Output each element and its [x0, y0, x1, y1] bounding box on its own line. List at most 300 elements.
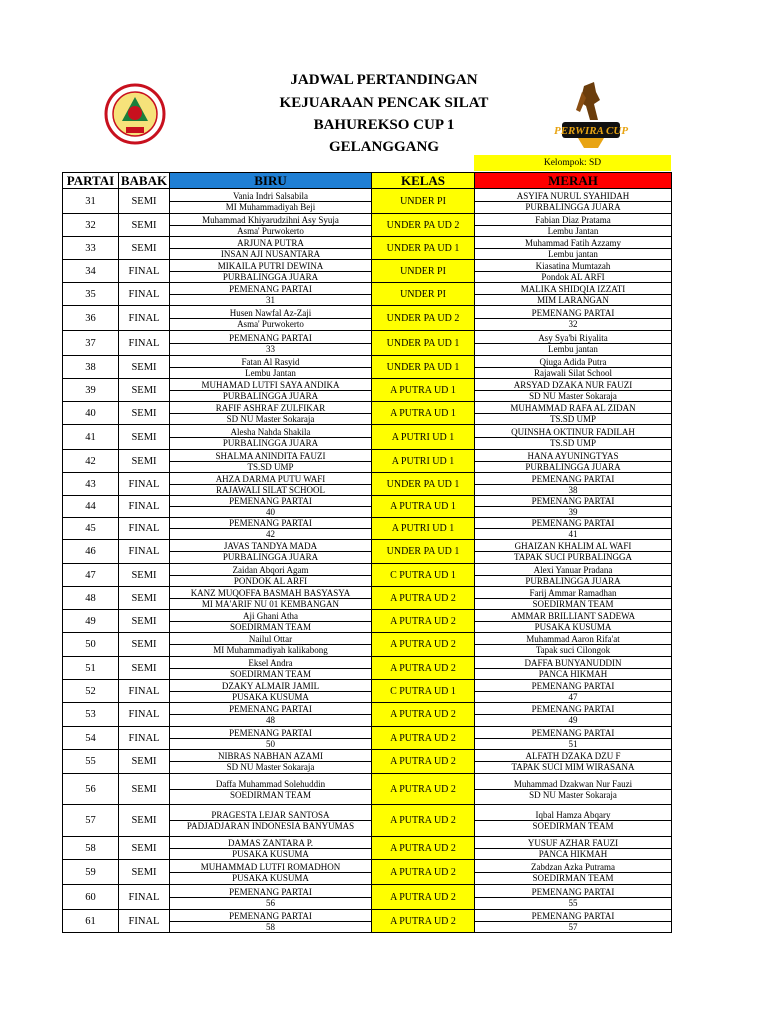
babak-round: FINAL: [119, 283, 170, 306]
biru-athlete: [170, 774, 372, 805]
header-line-3: BAHUREKSO CUP 1: [313, 117, 455, 133]
kelas-category: A PUTRA UD 2: [372, 657, 475, 680]
biru-athlete: [170, 473, 372, 496]
biru-athlete: [170, 237, 372, 260]
merah-athlete-name: YUSUF AZHAR FAUZI: [527, 837, 619, 848]
kelas-category: A PUTRA UD 2: [372, 910, 475, 933]
partai-number: 52: [63, 680, 119, 703]
table-row: [63, 774, 672, 805]
biru-athlete: [170, 283, 372, 306]
babak-round: SEMI: [119, 214, 170, 237]
merah-athlete-team: PUSAKA KUSUMA: [475, 621, 671, 632]
merah-athlete: [475, 214, 672, 237]
biru-athlete-team: SOEDIRMAN TEAM: [170, 621, 371, 632]
biru-athlete-team: PURBALINGGA JUARA: [170, 551, 371, 562]
kelas-category: A PUTRA UD 2: [372, 750, 475, 774]
kelas-category: UNDER PA UD 1: [372, 540, 475, 564]
kelas-category: A PUTRI UD 1: [372, 450, 475, 473]
biru-athlete-name: Zaidan Abqori Agam: [232, 564, 309, 575]
merah-athlete-team: Lembu Jantan: [475, 225, 671, 236]
merah-athlete-name: PEMENANG PARTAI: [531, 886, 615, 897]
biru-athlete-name: MUHAMMAD LUTFI ROMADHON: [200, 861, 341, 872]
kelas-category: A PUTRI UD 1: [372, 425, 475, 450]
merah-athlete-team: 49: [475, 714, 671, 725]
babak-round: SEMI: [119, 750, 170, 774]
merah-athlete-team: 41: [475, 528, 671, 539]
partai-number: 42: [63, 450, 119, 473]
merah-athlete-name: Fabian Diaz Pratama: [535, 214, 611, 225]
merah-athlete: [475, 356, 672, 379]
biru-athlete-name: Aji Ghani Atha: [243, 610, 298, 621]
biru-athlete-team: MI Muhammadiyah Beji: [170, 201, 371, 212]
match-schedule-table: [62, 172, 672, 933]
babak-round: SEMI: [119, 610, 170, 633]
column-header-biru: BIRU: [170, 173, 372, 189]
merah-athlete: [475, 473, 672, 496]
table-row: [63, 356, 672, 379]
partai-number: 45: [63, 518, 119, 540]
merah-athlete-name: Muhammad Aaron Rifa'at: [526, 634, 620, 644]
merah-athlete: [475, 860, 672, 885]
merah-athlete: [475, 496, 672, 518]
merah-athlete: [475, 331, 672, 356]
biru-athlete-team: 58: [170, 921, 371, 932]
partai-number: 59: [63, 860, 119, 885]
partai-number: 49: [63, 610, 119, 633]
table-row: [63, 283, 672, 306]
biru-athlete: [170, 189, 372, 214]
biru-athlete: [170, 540, 372, 564]
babak-round: SEMI: [119, 774, 170, 805]
kelas-category: A PUTRA UD 2: [372, 885, 475, 910]
merah-athlete-name: Muhammad Fatih Azzamy: [525, 237, 621, 248]
biru-athlete: [170, 703, 372, 727]
biru-athlete-team: PURBALINGGA JUARA: [170, 437, 371, 448]
header-line-2: KEJUARAAN PENCAK SILAT: [279, 95, 489, 111]
merah-athlete-name: Kiasatina Mumtazah: [535, 260, 611, 271]
merah-athlete-name: Qiuga Adida Putra: [539, 356, 607, 367]
table-row: [63, 425, 672, 450]
biru-athlete-name: PRAGESTA LEJAR SANTOSA: [211, 810, 330, 820]
biru-athlete: [170, 306, 372, 331]
partai-number: 50: [63, 633, 119, 657]
kelas-category: A PUTRA UD 2: [372, 727, 475, 750]
table-row: [63, 680, 672, 703]
biru-athlete: [170, 564, 372, 587]
babak-round: SEMI: [119, 402, 170, 425]
merah-athlete-name: MALIKA SHIDQIA IZZATI: [520, 283, 626, 294]
babak-round: SEMI: [119, 657, 170, 680]
kelas-category: A PUTRA UD 1: [372, 496, 475, 518]
partai-number: 33: [63, 237, 119, 260]
header-line-1: JADWAL PERTANDINGAN: [290, 72, 478, 88]
biru-athlete-team: TS.SD UMP: [170, 461, 371, 472]
biru-athlete-name: PEMENANG PARTAI: [229, 518, 312, 528]
kelas-category: UNDER PI: [372, 189, 475, 214]
kelas-category: A PUTRA UD 2: [372, 774, 475, 805]
babak-round: FINAL: [119, 331, 170, 356]
ipsi-logo: [100, 83, 170, 145]
babak-round: FINAL: [119, 680, 170, 703]
table-row: [63, 379, 672, 402]
merah-athlete-name: GHAIZAN KHALIM AL WAFI: [514, 541, 632, 551]
table-row: [63, 260, 672, 283]
babak-round: SEMI: [119, 450, 170, 473]
biru-athlete: [170, 610, 372, 633]
biru-athlete-team: INSAN AJI NUSANTARA: [170, 248, 371, 259]
biru-athlete-team: 42: [170, 528, 371, 539]
table-row: [63, 587, 672, 610]
kelas-category: UNDER PA UD 2: [372, 306, 475, 331]
biru-athlete-team: MI MA'ARIF NU 01 KEMBANGAN: [170, 598, 371, 609]
merah-athlete: [475, 750, 672, 774]
biru-athlete: [170, 837, 372, 860]
merah-athlete-team: TAPAK SUCI MIM WIRASANA: [475, 761, 671, 772]
kelas-category: A PUTRA UD 2: [372, 837, 475, 860]
babak-round: FINAL: [119, 518, 170, 540]
table-row: [63, 237, 672, 260]
partai-number: 35: [63, 283, 119, 306]
table-row: [63, 331, 672, 356]
babak-round: SEMI: [119, 425, 170, 450]
partai-number: 58: [63, 837, 119, 860]
merah-athlete-team: PURBALINGGA JUARA: [475, 461, 671, 472]
kelas-category: A PUTRA UD 1: [372, 379, 475, 402]
partai-number: 32: [63, 214, 119, 237]
table-row: [63, 657, 672, 680]
kelas-category: A PUTRA UD 2: [372, 610, 475, 633]
partai-number: 47: [63, 564, 119, 587]
biru-athlete-team: PURBALINGGA JUARA: [170, 271, 371, 282]
kelas-category: A PUTRA UD 2: [372, 805, 475, 837]
merah-athlete-team: 57: [475, 921, 671, 932]
table-row: [63, 450, 672, 473]
merah-athlete-team: TAPAK SUCI PURBALINGGA: [475, 551, 671, 562]
biru-athlete-team: PURBALINGGA JUARA: [170, 390, 371, 401]
merah-athlete-team: 51: [475, 738, 671, 749]
partai-number: 34: [63, 260, 119, 283]
biru-athlete-name: Muhammad Khiyarudzihni Asy Syuja: [202, 214, 339, 225]
merah-athlete: [475, 885, 672, 910]
babak-round: FINAL: [119, 727, 170, 750]
biru-athlete-name: PEMENANG PARTAI: [229, 283, 312, 294]
biru-athlete-team: Asma' Purwokerto: [170, 225, 371, 236]
babak-round: SEMI: [119, 379, 170, 402]
merah-athlete-team: 47: [475, 691, 671, 702]
merah-athlete-name: ARSYAD DZAKA NUR FAUZI: [513, 379, 633, 390]
merah-athlete: [475, 633, 672, 657]
biru-athlete: [170, 805, 372, 837]
kelas-category: A PUTRA UD 2: [372, 860, 475, 885]
partai-number: 37: [63, 331, 119, 356]
biru-athlete-team: MI Muhammadiyah kalikabong: [170, 644, 371, 655]
merah-athlete-name: ASYIFA NURUL SYAHIDAH: [516, 190, 630, 201]
column-header-merah: MERAH: [475, 173, 672, 189]
partai-number: 56: [63, 774, 119, 805]
merah-athlete-name: MUHAMMAD RAFA AL ZIDAN: [510, 402, 636, 413]
babak-round: SEMI: [119, 564, 170, 587]
biru-athlete: [170, 379, 372, 402]
merah-athlete: [475, 805, 672, 837]
merah-athlete-name: AMMAR BRILLIANT SADEWA: [510, 610, 636, 621]
merah-athlete-name: HANA AYUNINGTYAS: [527, 450, 619, 461]
merah-athlete-name: Iqbal Hamza Abqary: [535, 810, 611, 820]
biru-athlete-team: 56: [170, 897, 371, 908]
merah-athlete-team: SOEDIRMAN TEAM: [475, 598, 671, 609]
biru-athlete-name: NIBRAS NABHAN AZAMI: [217, 751, 323, 761]
merah-athlete-team: Lembu jantan: [475, 343, 671, 354]
merah-athlete: [475, 189, 672, 214]
biru-athlete-name: RAFIF ASHRAF ZULFIKAR: [215, 402, 326, 413]
merah-athlete-team: SOEDIRMAN TEAM: [475, 820, 671, 831]
biru-athlete: [170, 402, 372, 425]
table-row: [63, 214, 672, 237]
biru-athlete-team: 31: [170, 294, 371, 305]
table-header-row: [63, 173, 672, 189]
table-row: [63, 540, 672, 564]
merah-athlete-name: QUINSHA OKTINUR FADILAH: [511, 426, 635, 437]
kelas-category: A PUTRI UD 1: [372, 518, 475, 540]
biru-athlete-name: PEMENANG PARTAI: [229, 910, 312, 921]
partai-number: 40: [63, 402, 119, 425]
kelas-category: C PUTRA UD 1: [372, 564, 475, 587]
biru-athlete-name: PEMENANG PARTAI: [229, 886, 312, 897]
biru-athlete-team: PUSAKA KUSUMA: [170, 691, 371, 702]
merah-athlete-team: 55: [475, 897, 671, 908]
kelompok-label: Kelompok: SD: [474, 155, 671, 171]
table-row: [63, 885, 672, 910]
biru-athlete-team: SOEDIRMAN TEAM: [170, 789, 371, 800]
merah-athlete-name: PEMENANG PARTAI: [531, 473, 615, 484]
merah-athlete-name: PEMENANG PARTAI: [531, 496, 615, 506]
merah-athlete-name: Zabdzan Azka Putrama: [531, 861, 615, 872]
biru-athlete-name: PEMENANG PARTAI: [229, 332, 312, 343]
biru-athlete-name: Eksel Andra: [248, 657, 293, 668]
biru-athlete-team: PUSAKA KUSUMA: [170, 872, 371, 883]
merah-athlete-name: DAFFA BUNYANUDDIN: [524, 657, 622, 668]
biru-athlete-name: Daffa Muhammad Solehuddin: [215, 778, 326, 789]
biru-athlete: [170, 910, 372, 933]
merah-athlete: [475, 379, 672, 402]
biru-athlete: [170, 860, 372, 885]
kelas-category: A PUTRA UD 1: [372, 402, 475, 425]
babak-round: FINAL: [119, 260, 170, 283]
partai-number: 46: [63, 540, 119, 564]
babak-round: FINAL: [119, 703, 170, 727]
babak-round: FINAL: [119, 306, 170, 331]
biru-athlete: [170, 633, 372, 657]
merah-athlete: [475, 587, 672, 610]
kelas-category: C PUTRA UD 1: [372, 680, 475, 703]
babak-round: FINAL: [119, 910, 170, 933]
header-line-4: GELANGGANG: [328, 139, 439, 155]
babak-round: FINAL: [119, 540, 170, 564]
partai-number: 44: [63, 496, 119, 518]
babak-round: SEMI: [119, 356, 170, 379]
merah-athlete-team: TS.SD UMP: [475, 437, 671, 448]
biru-athlete: [170, 750, 372, 774]
biru-athlete-name: DAMAS ZANTARA P.: [227, 837, 314, 848]
biru-athlete-team: SOEDIRMAN TEAM: [170, 668, 371, 679]
merah-athlete-team: PANCA HIKMAH: [475, 848, 671, 859]
partai-number: 43: [63, 473, 119, 496]
biru-athlete-name: MIKAILA PUTRI DEWINA: [217, 260, 324, 271]
merah-athlete-name: Muhammad Dzakwan Nur Fauzi: [513, 778, 633, 789]
babak-round: SEMI: [119, 587, 170, 610]
biru-athlete: [170, 450, 372, 473]
merah-athlete: [475, 837, 672, 860]
merah-athlete: [475, 657, 672, 680]
table-row: [63, 703, 672, 727]
babak-round: SEMI: [119, 860, 170, 885]
kelas-category: A PUTRA UD 2: [372, 587, 475, 610]
biru-athlete-name: Vania Indri Salsabila: [233, 190, 308, 201]
merah-athlete-name: PEMENANG PARTAI: [531, 680, 615, 691]
merah-athlete-name: PEMENANG PARTAI: [531, 307, 615, 318]
biru-athlete: [170, 331, 372, 356]
biru-athlete-team: RAJAWALI SILAT SCHOOL: [170, 484, 371, 495]
biru-athlete-name: Fatan Al Rasyid: [241, 356, 300, 367]
merah-athlete-team: SOEDIRMAN TEAM: [475, 872, 671, 883]
biru-athlete-team: 50: [170, 738, 371, 749]
table-row: [63, 518, 672, 540]
table-row: [63, 610, 672, 633]
kelas-category: UNDER PA UD 1: [372, 237, 475, 260]
biru-athlete: [170, 260, 372, 283]
biru-athlete: [170, 587, 372, 610]
biru-athlete-name: PEMENANG PARTAI: [229, 704, 312, 714]
biru-athlete: [170, 885, 372, 910]
merah-athlete: [475, 703, 672, 727]
merah-athlete-name: Asy Sya'bi Riyalita: [538, 332, 608, 343]
babak-round: SEMI: [119, 837, 170, 860]
biru-athlete-team: Lembu Jantan: [170, 367, 371, 378]
table-row: [63, 473, 672, 496]
biru-athlete-team: SD NU Master Sokaraja: [170, 413, 371, 424]
merah-athlete: [475, 564, 672, 587]
merah-athlete-name: ALFATH DZAKA DZU F: [525, 751, 621, 761]
kelas-category: A PUTRA UD 2: [372, 703, 475, 727]
merah-athlete: [475, 774, 672, 805]
biru-athlete-name: Alesha Nahda Shakila: [230, 426, 311, 437]
merah-athlete: [475, 283, 672, 306]
biru-athlete: [170, 518, 372, 540]
table-row: [63, 633, 672, 657]
babak-round: FINAL: [119, 885, 170, 910]
babak-round: FINAL: [119, 496, 170, 518]
kelas-category: UNDER PA UD 1: [372, 473, 475, 496]
biru-athlete-name: ARJUNA PUTRA: [237, 237, 304, 248]
merah-athlete: [475, 306, 672, 331]
biru-athlete-name: AHZA DARMA PUTU WAFI: [215, 473, 326, 484]
partai-number: 38: [63, 356, 119, 379]
biru-athlete-name: MUHAMAD LUTFI SAYA ANDIKA: [201, 379, 340, 390]
babak-round: SEMI: [119, 633, 170, 657]
column-header-babak: BABAK: [119, 173, 170, 189]
merah-athlete-team: Rajawali Silat School: [475, 367, 671, 378]
babak-round: FINAL: [119, 473, 170, 496]
merah-athlete: [475, 237, 672, 260]
biru-athlete-team: 48: [170, 714, 371, 725]
table-row: [63, 727, 672, 750]
merah-athlete-team: Pondok AL ARFI: [475, 271, 671, 282]
table-row: [63, 860, 672, 885]
partai-number: 53: [63, 703, 119, 727]
merah-athlete-team: 39: [475, 506, 671, 517]
biru-athlete-team: SD NU Master Sokaraja: [170, 761, 371, 772]
biru-athlete-team: PADJADJARAN INDONESIA BANYUMAS: [170, 820, 371, 831]
kelas-category: UNDER PA UD 1: [372, 331, 475, 356]
partai-number: 54: [63, 727, 119, 750]
perwira-cup-logo: [553, 80, 629, 152]
merah-athlete: [475, 260, 672, 283]
table-row: [63, 837, 672, 860]
biru-athlete: [170, 356, 372, 379]
table-row: [63, 910, 672, 933]
kelas-category: UNDER PI: [372, 283, 475, 306]
merah-athlete: [475, 727, 672, 750]
svg-text:PERWIRA CUP: PERWIRA CUP: [553, 125, 629, 137]
merah-athlete-team: PURBALINGGA JUARA: [475, 201, 671, 212]
biru-athlete-team: 40: [170, 506, 371, 517]
biru-athlete-team: PONDOK AL ARFI: [170, 575, 371, 586]
babak-round: SEMI: [119, 189, 170, 214]
biru-athlete: [170, 214, 372, 237]
biru-athlete-team: PUSAKA KUSUMA: [170, 848, 371, 859]
merah-athlete-name: PEMENANG PARTAI: [531, 518, 615, 528]
partai-number: 31: [63, 189, 119, 214]
merah-athlete-name: PEMENANG PARTAI: [531, 727, 615, 738]
partai-number: 36: [63, 306, 119, 331]
column-header-partai: PARTAI: [63, 173, 119, 189]
biru-athlete: [170, 657, 372, 680]
merah-athlete-name: Farij Ammar Ramadhan: [529, 587, 617, 598]
kelas-category: UNDER PA UD 1: [372, 356, 475, 379]
partai-number: 51: [63, 657, 119, 680]
kelas-category: A PUTRA UD 2: [372, 633, 475, 657]
biru-athlete-name: JAVAS TANDYA MADA: [223, 541, 318, 551]
merah-athlete: [475, 540, 672, 564]
merah-athlete: [475, 425, 672, 450]
kelas-category: UNDER PA UD 2: [372, 214, 475, 237]
table-row: [63, 750, 672, 774]
biru-athlete: [170, 425, 372, 450]
biru-athlete-name: SHALMA ANINDITA FAUZI: [215, 450, 326, 461]
biru-athlete: [170, 680, 372, 703]
table-row: [63, 306, 672, 331]
table-row: [63, 496, 672, 518]
kelas-category: UNDER PI: [372, 260, 475, 283]
biru-athlete: [170, 727, 372, 750]
table-row: [63, 564, 672, 587]
column-header-kelas: KELAS: [372, 173, 475, 189]
merah-athlete: [475, 680, 672, 703]
merah-athlete-name: Alexi Yanuar Pradana: [533, 564, 613, 575]
merah-athlete: [475, 610, 672, 633]
biru-athlete: [170, 496, 372, 518]
merah-athlete-team: Tapak suci Cilongok: [475, 644, 671, 655]
biru-athlete-team: 33: [170, 343, 371, 354]
babak-round: SEMI: [119, 805, 170, 837]
merah-athlete-team: 32: [475, 318, 671, 329]
merah-athlete-team: TS.SD UMP: [475, 413, 671, 424]
partai-number: 55: [63, 750, 119, 774]
biru-athlete-name: KANZ MUQOFFA BASMAH BASYASYA: [190, 587, 351, 598]
table-row: [63, 189, 672, 214]
merah-athlete: [475, 910, 672, 933]
partai-number: 60: [63, 885, 119, 910]
merah-athlete-team: MIM LARANGAN: [475, 294, 671, 305]
